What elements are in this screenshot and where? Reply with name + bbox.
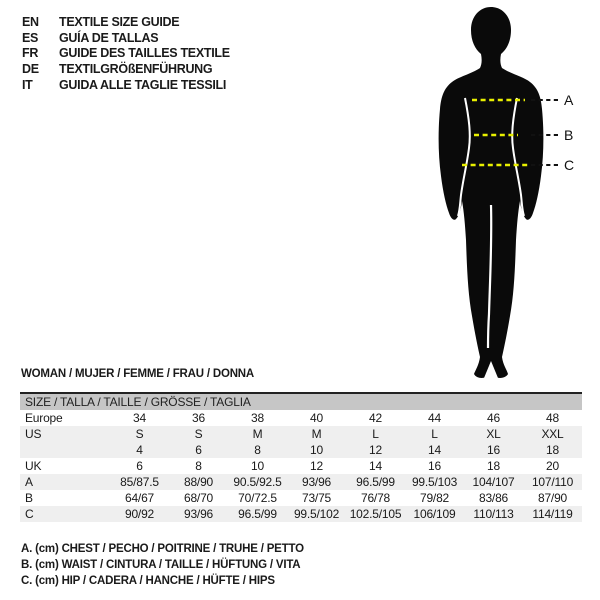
size-value: 18: [487, 459, 500, 473]
size-value: L: [372, 427, 379, 441]
language-code: FR: [22, 46, 39, 61]
language-code: IT: [22, 77, 33, 92]
size-value: 38: [251, 411, 264, 425]
row-label: UK: [25, 459, 42, 473]
size-value: 114/119: [532, 507, 573, 521]
size-value: XL: [486, 427, 501, 441]
size-value: M: [252, 427, 263, 441]
size-value: 12: [310, 459, 323, 473]
size-value: 102.5/105: [349, 507, 402, 521]
size-value: 48: [546, 411, 559, 425]
table-row-hip-c: [20, 506, 582, 522]
measurement-figure: [408, 2, 586, 378]
size-value: 12: [369, 443, 382, 457]
language-row-de: [22, 61, 230, 77]
size-value: 85/87.5: [120, 475, 159, 489]
size-value: M: [311, 427, 322, 441]
size-value: 36: [192, 411, 205, 425]
language-title: GUIDA ALLE TAGLIE TESSILI: [59, 77, 227, 92]
size-value: 34: [133, 411, 146, 425]
size-value: 10: [310, 443, 323, 457]
measurement-legend: [21, 541, 304, 589]
size-value: 93/96: [301, 475, 332, 489]
size-value: 16: [428, 459, 441, 473]
size-value: 10: [251, 459, 264, 473]
table-row-chest-a: [20, 474, 582, 490]
table-row-us-numbers: [20, 442, 582, 458]
language-code: ES: [22, 30, 39, 45]
row-label: US: [25, 427, 42, 441]
size-value: S: [135, 427, 144, 441]
language-row-it: [22, 77, 230, 93]
table-row-europe: [20, 410, 582, 426]
size-value: 42: [369, 411, 382, 425]
row-label: B: [25, 491, 33, 505]
size-value: 8: [254, 443, 261, 457]
size-value: 79/82: [419, 491, 450, 505]
size-value: 4: [136, 443, 143, 457]
language-row-fr: [22, 45, 230, 61]
size-value: S: [194, 427, 203, 441]
language-title-list: [22, 14, 230, 92]
size-value: 6: [195, 443, 202, 457]
size-value: 90/92: [124, 507, 155, 521]
language-title: TEXTILGRÖßENFÜHRUNG: [59, 61, 213, 76]
language-title: TEXTILE SIZE GUIDE: [59, 14, 180, 29]
table-row-uk: [20, 458, 582, 474]
language-row-es: [22, 30, 230, 46]
size-value: 64/67: [124, 491, 155, 505]
row-label: Europe: [25, 411, 63, 425]
size-value: 14: [428, 443, 441, 457]
legend-line-waist: B. (cm) WAIST / CINTURA / TAILLE / HÜFTUNG / VITA: [21, 559, 301, 571]
size-value: 110/113: [473, 507, 514, 521]
size-value: 44: [428, 411, 441, 425]
size-value: 16: [487, 443, 500, 457]
woman-silhouette: [439, 7, 544, 378]
size-value: 14: [369, 459, 382, 473]
language-title: GUIDE DES TAILLES TEXTILE: [59, 46, 230, 61]
size-value: 70/72.5: [238, 491, 277, 505]
size-value: 87/90: [537, 491, 568, 505]
size-value: 106/109: [413, 507, 456, 521]
language-code: EN: [22, 14, 39, 29]
language-title: GUÍA DE TALLAS: [59, 30, 159, 45]
language-code: DE: [22, 61, 39, 76]
size-value: 8: [195, 459, 202, 473]
size-value: 20: [546, 459, 559, 473]
size-value: 18: [546, 443, 559, 457]
size-value: 107/110: [531, 475, 574, 489]
row-label: C: [25, 507, 34, 521]
size-value: XXL: [541, 427, 564, 441]
size-value: 88/90: [183, 475, 214, 489]
size-value: 73/75: [301, 491, 332, 505]
size-value: 93/96: [183, 507, 214, 521]
row-label: [20, 442, 110, 458]
size-value: L: [431, 427, 438, 441]
size-value: 96.5/99: [356, 475, 395, 489]
size-value: 46: [487, 411, 500, 425]
size-value: 40: [310, 411, 323, 425]
size-value: 83/86: [478, 491, 509, 505]
size-value: 76/78: [360, 491, 391, 505]
size-value: 99.5/102: [293, 507, 340, 521]
size-value: 96.5/99: [238, 507, 277, 521]
size-table-header: SIZE / TALLA / TAILLE / GRÖSSE / TAGLIA: [20, 394, 582, 410]
gender-title: WOMAN / MUJER / FEMME / FRAU / DONNA: [21, 368, 255, 380]
table-row-us-letters: [20, 426, 582, 442]
size-value: 90.5/92.5: [233, 475, 282, 489]
woman-silhouette-graphic: [408, 2, 586, 378]
marker-letter-c: C: [564, 157, 575, 173]
size-value: 99.5/103: [411, 475, 458, 489]
size-value: 6: [136, 459, 143, 473]
legend-line-chest: A. (cm) CHEST / PECHO / POITRINE / TRUHE / PETTO: [21, 543, 304, 555]
language-row-en: [22, 14, 230, 30]
marker-letter-a: A: [564, 92, 574, 108]
marker-letter-b: B: [564, 127, 574, 143]
size-table: [20, 392, 582, 522]
size-value: 68/70: [183, 491, 214, 505]
size-value: 104/107: [472, 475, 515, 489]
legend-line-hip: C. (cm) HIP / CADERA / HANCHE / HÜFTE / HIPS: [21, 575, 275, 587]
table-row-waist-b: [20, 490, 582, 506]
row-label: A: [25, 475, 33, 489]
